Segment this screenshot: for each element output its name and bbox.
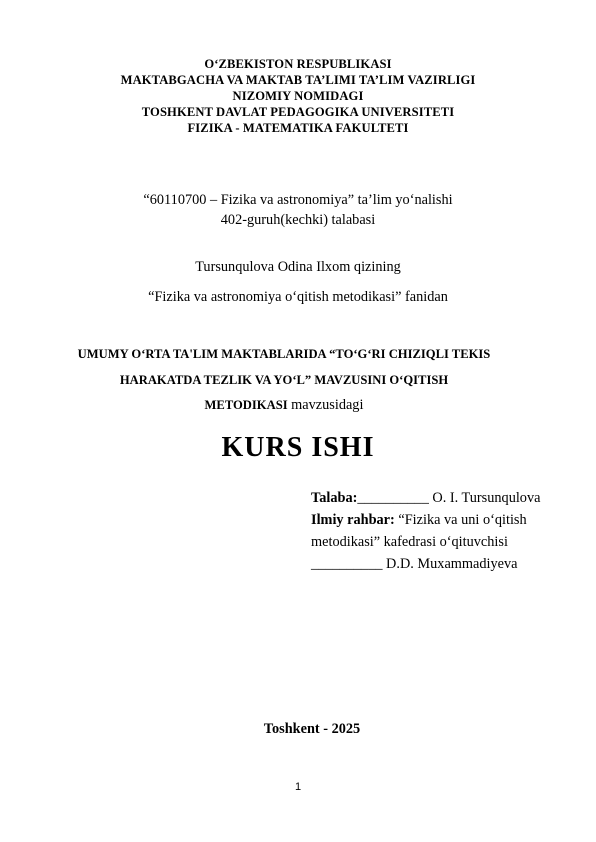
topic-line-3-bold: METODIKASI xyxy=(204,398,288,412)
faculty-name: FIZIKA - MATEMATIKA FAKULTETI xyxy=(187,121,409,135)
talaba-value: __________ O. I. Tursunqulova xyxy=(357,490,541,506)
talaba-row xyxy=(311,490,540,507)
topic-line-3-rest: mavzusidagi xyxy=(287,397,364,413)
rahbar-line-3: __________ D.D. Muxammadiyeva xyxy=(311,556,518,572)
program-line: “60110700 – Fizika va astronomiya” ta’lim yo‘nalishi xyxy=(143,192,453,208)
document-title: KURS ISHI xyxy=(221,432,375,463)
topic-line-2: HARAKATDA TEZLIK VA YO‘L” MAVZUSINI O‘QITISH xyxy=(119,373,449,387)
rahbar-value: “Fizika va uni o‘qitish xyxy=(394,512,527,528)
city-year: Toshkent - 2025 xyxy=(263,721,361,737)
talaba-label: Talaba: xyxy=(311,490,358,506)
course-subject: “Fizika va astronomiya o‘qitish metodikasi” fanidan xyxy=(148,289,448,305)
rahbar-label: Ilmiy rahbar: xyxy=(311,512,395,528)
topic-line-1: UMUMY O‘RTA TA'LIM MAKTABLARIDA “TO‘G‘RI CHIZIQLI TEKIS xyxy=(77,347,491,361)
topic-line-3 xyxy=(0,397,582,414)
ministry-name: MAKTABGACHA VA MAKTAB TA’LIMI TA’LIM VAZIRLIGI xyxy=(120,73,476,87)
ministry-country: O‘ZBEKISTON RESPUBLIKASI xyxy=(204,57,392,71)
page-number: 1 xyxy=(294,781,302,793)
student-full-name: Tursunqulova Odina Ilxom qizining xyxy=(195,259,401,275)
university-name: TOSHKENT DAVLAT PEDAGOGIKA UNIVERSITETI xyxy=(141,105,455,119)
group-line: 402-guruh(kechki) talabasi xyxy=(220,212,376,228)
rahbar-line-2: metodikasi” kafedrasi o‘qituvchisi xyxy=(311,534,508,550)
rahbar-row xyxy=(311,512,527,529)
university-prefix: NIZOMIY NOMIDAGI xyxy=(232,89,364,103)
